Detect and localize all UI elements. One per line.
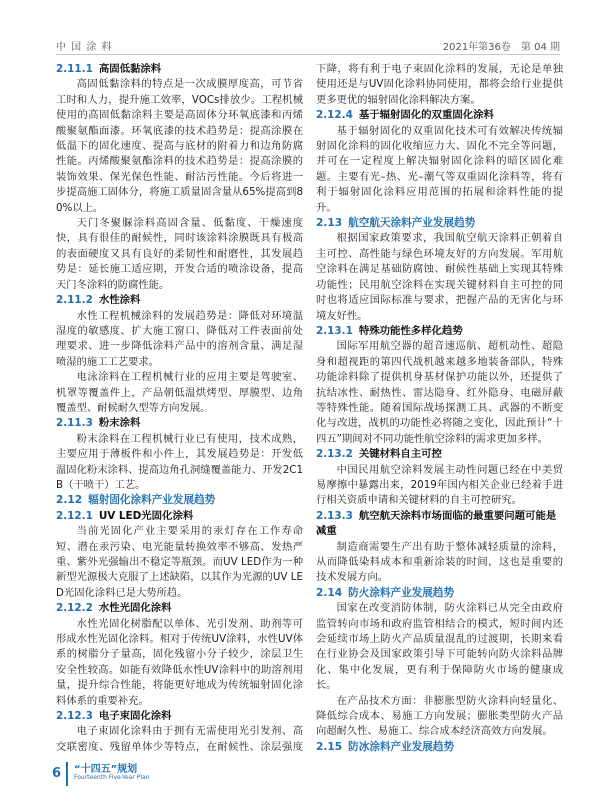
heading-text: 水性光固化涂料: [98, 602, 172, 615]
issue-label: 2021年第36卷 第 04 期: [442, 42, 560, 53]
paragraph: 中国民用航空涂料发展主动性问题已经在中美贸易摩擦中暴露出来，2019年国内相关企业已经着手进行相关资质申请和关键材料的自主可控研究。: [316, 463, 563, 507]
journal-title: 中 国 涂 料: [56, 42, 113, 53]
heading-number: 2.12.4: [316, 109, 353, 122]
page-header: [56, 0, 560, 55]
heading-text: 电子束固化涂料: [98, 710, 172, 723]
heading-text: 航空航天涂料产业发展趋势: [348, 217, 476, 230]
subsection-heading: [56, 601, 303, 616]
section-heading: [56, 493, 303, 508]
footer-divider: [66, 762, 68, 786]
heading-text: 基于辐射固化的双重固化涂料: [358, 109, 494, 122]
subsection-heading: [56, 509, 303, 524]
paragraph: 高固低黏涂料的特点是一次成膜厚度高，可节省工时和人力，提升施工效率，VOCs排放少。工程机械使用的高固低黏涂料主要是高固体分环氧底漆和丙烯酸聚氨酯面漆。环氧底漆的技术趋势是：提高涂膜在低温下的固化速度、提高与底材的附着力和边角防腐性能。丙烯酸聚氨酯涂料的技术趋势是：提高涂膜的装饰效果、保光保色性能、耐沾污性能。今后将进一步提高施工固体分，将施工质量固含量从65%提高到80%以上。: [56, 78, 303, 214]
heading-number: 2.12.3: [56, 710, 93, 723]
heading-number: 2.11.2: [56, 294, 93, 307]
paragraph: 基于辐射固化的双重固化技术可有效解决传统辐射固化涂料的固化收缩应力大、固化不完全等问题，并可在一定程度上解决辐射固化涂料的暗区固化难题。主要有光–热、光–潮气等双重固化涂料等，将有利于辐射固化涂料应用范围的拓展和涂料性能的提升。: [316, 124, 563, 214]
paragraph: 制造商需要生产出有助于整体减轻质量的涂料，从而降低染料成本和重新涂装的时间，这也是重要的技术发展方向。: [316, 540, 563, 584]
heading-number: 2.13: [316, 217, 343, 230]
heading-number: 2.11.1: [56, 63, 93, 75]
heading-number: 2.12.1: [56, 509, 93, 522]
heading-number: 2.15: [316, 740, 343, 752]
page-number: 6: [52, 766, 62, 781]
heading-number: 2.12: [56, 494, 83, 507]
heading-number: 2.11.3: [56, 417, 93, 430]
paragraph: 电泳涂料在工程机械行业的应用主要是驾驶室、机罩等覆盖件上，产品朝低温烘烤型、厚膜型、边角覆盖型、耐候耐久型等方向发展。: [56, 371, 303, 414]
subsection-heading: [316, 324, 563, 339]
heading-number: 2.12.2: [56, 602, 93, 615]
column-title: “十四五”规划: [74, 764, 138, 775]
page-footer: [52, 752, 252, 792]
heading-text: 粉末涂料: [98, 417, 141, 430]
body-columns: [56, 62, 563, 752]
column-subtitle: Fourteenth Five-Year Plan: [74, 774, 150, 781]
subsection-heading: [56, 709, 303, 724]
subsection-heading: [316, 447, 563, 462]
subsection-heading: [316, 108, 563, 123]
paragraph: 电子束固化涂料由于拥有无需使用光引发剂、高交联密度、残留单体少等特点，在耐候性、涂层强度: [56, 725, 303, 752]
heading-number: 2.14: [316, 586, 343, 599]
heading-number: 2.13.3: [316, 509, 353, 522]
heading-text: 关键材料自主可控: [358, 448, 442, 461]
paragraph: 在产品技术方面：非膨胀型防火涂料向轻量化、降低综合成本、易施工方向发展；膨胀类型防火产品向超耐久性、易施工、综合成本经济高效方向发展。: [316, 694, 563, 738]
paragraph: 下降，将有利于电子束固化涂料的发展，无论是单独使用还是与UV固化涂料协同使用，都将会给行业提供更多更优的辐射固化涂料解决方案。: [316, 63, 563, 106]
heading-text: 防冰涂料产业发展趋势: [348, 740, 455, 752]
right-column: [316, 62, 563, 752]
paragraph: 国家在改变消防体制，防火涂料已从完全由政府监管转向市场和政府监管相结合的模式，短时间内还会延续市场上防火产品质量混乱的过渡期，长期来看在行业协会及国家政策引导下可能转向防火涂料品牌化、集中化发展，更有利于保障防火市场的健康成长。: [316, 602, 563, 692]
heading-text: UV LED光固化涂料: [98, 509, 194, 522]
heading-text: 辐射固化涂料产业发展趋势: [88, 494, 216, 507]
heading-text: 特殊功能性多样化趋势: [358, 324, 463, 337]
paragraph: 当前光固化产业主要采用的汞灯存在工作寿命短、潜在汞污染、电光能量转换效率不够高、发热严重、紫外光强输出不稳定等瓶颈。而UV LED作为一种新型光源极大克服了上述缺陷，以其作为光源的UV LED光固化涂料已是大势所趋。: [56, 525, 303, 599]
subsection-heading: [56, 62, 303, 77]
section-heading: [316, 740, 563, 752]
heading-number: 2.13.2: [316, 448, 353, 461]
subsection-heading: [56, 293, 303, 308]
section-heading: [316, 586, 563, 601]
paragraph: 国际军用航空器的超音速巡航、超机动性、超隐身和超视距的第四代战机越来越多地装备部队，特殊功能涂料除了提供机身基材保护功能以外，还提供了抗结冰性、耐热性、雷达隐身、红外隐身、电磁屏蔽等特殊性能。随着国际战场探测工具、武器的不断变化与改进，战机的功能性必将随之变化，因此预计“十四五”期间对不同功能性航空涂料的需求更加多样。: [316, 340, 563, 445]
heading-text: 防火涂料产业发展趋势: [348, 586, 455, 599]
heading-text: 高固低黏涂料: [98, 63, 162, 75]
paragraph: 粉末涂料在工程机械行业已有使用，技术成熟，主要应用于薄板件和小件上，其发展趋势是：开发低温固化粉末涂料、提高边角孔洞缝覆盖能力、开发2C1B（干喷干）工艺。: [56, 432, 303, 491]
heading-number: 2.13.1: [316, 324, 353, 337]
paragraph: 水性工程机械涂料的发展趋势是：降低对环境温湿度的敏感度、扩大施工窗口、降低对工件表面前处理要求、进一步降低涂料产品中的溶剂含量、满足湿喷湿的施工工艺要求。: [56, 309, 303, 368]
subsection-heading: [316, 509, 563, 540]
heading-text: 航空航天涂料市场面临的最重要问题可能是减重: [316, 509, 557, 538]
subsection-heading: [56, 416, 303, 431]
paragraph: 天门冬聚脲涂料高固含量、低黏度、干燥速度快，具有很佳的耐候性，同时该涂料涂膜既具有极高的表面硬度又具有良好的柔韧性和耐磨性，其发展趋势是：延长施工适应期，开发合适的喷涂设备，提高天门冬涂料的防腐性能。: [56, 217, 303, 291]
paragraph: 水性光固化树脂配以单体、光引发剂、助剂等可形成水性光固化涂料。相对于传统UV涂料，水性UV体系的树脂分子量高，固化残留小分子较少，涂层卫生安全性较高。如能有效降低水性UV涂料中的助溶剂用量，提升综合性能，将能更好地成为传统辐射固化涂料体系的重要补充。: [56, 617, 303, 707]
section-heading: [316, 216, 563, 231]
heading-text: 水性涂料: [98, 294, 141, 307]
paragraph: 根据国家政策要求，我国航空航天涂料正朝着自主可控、高性能与绿色环境友好的方向发展。军用航空涂料在满足基础防腐蚀、耐候性基础上实现其特殊功能性；民用航空涂料在实现关键材料自主可控的同时也将适应国际标准与要求，把握产品的无害化与环境友好性。: [316, 232, 563, 322]
left-column: [56, 62, 303, 752]
